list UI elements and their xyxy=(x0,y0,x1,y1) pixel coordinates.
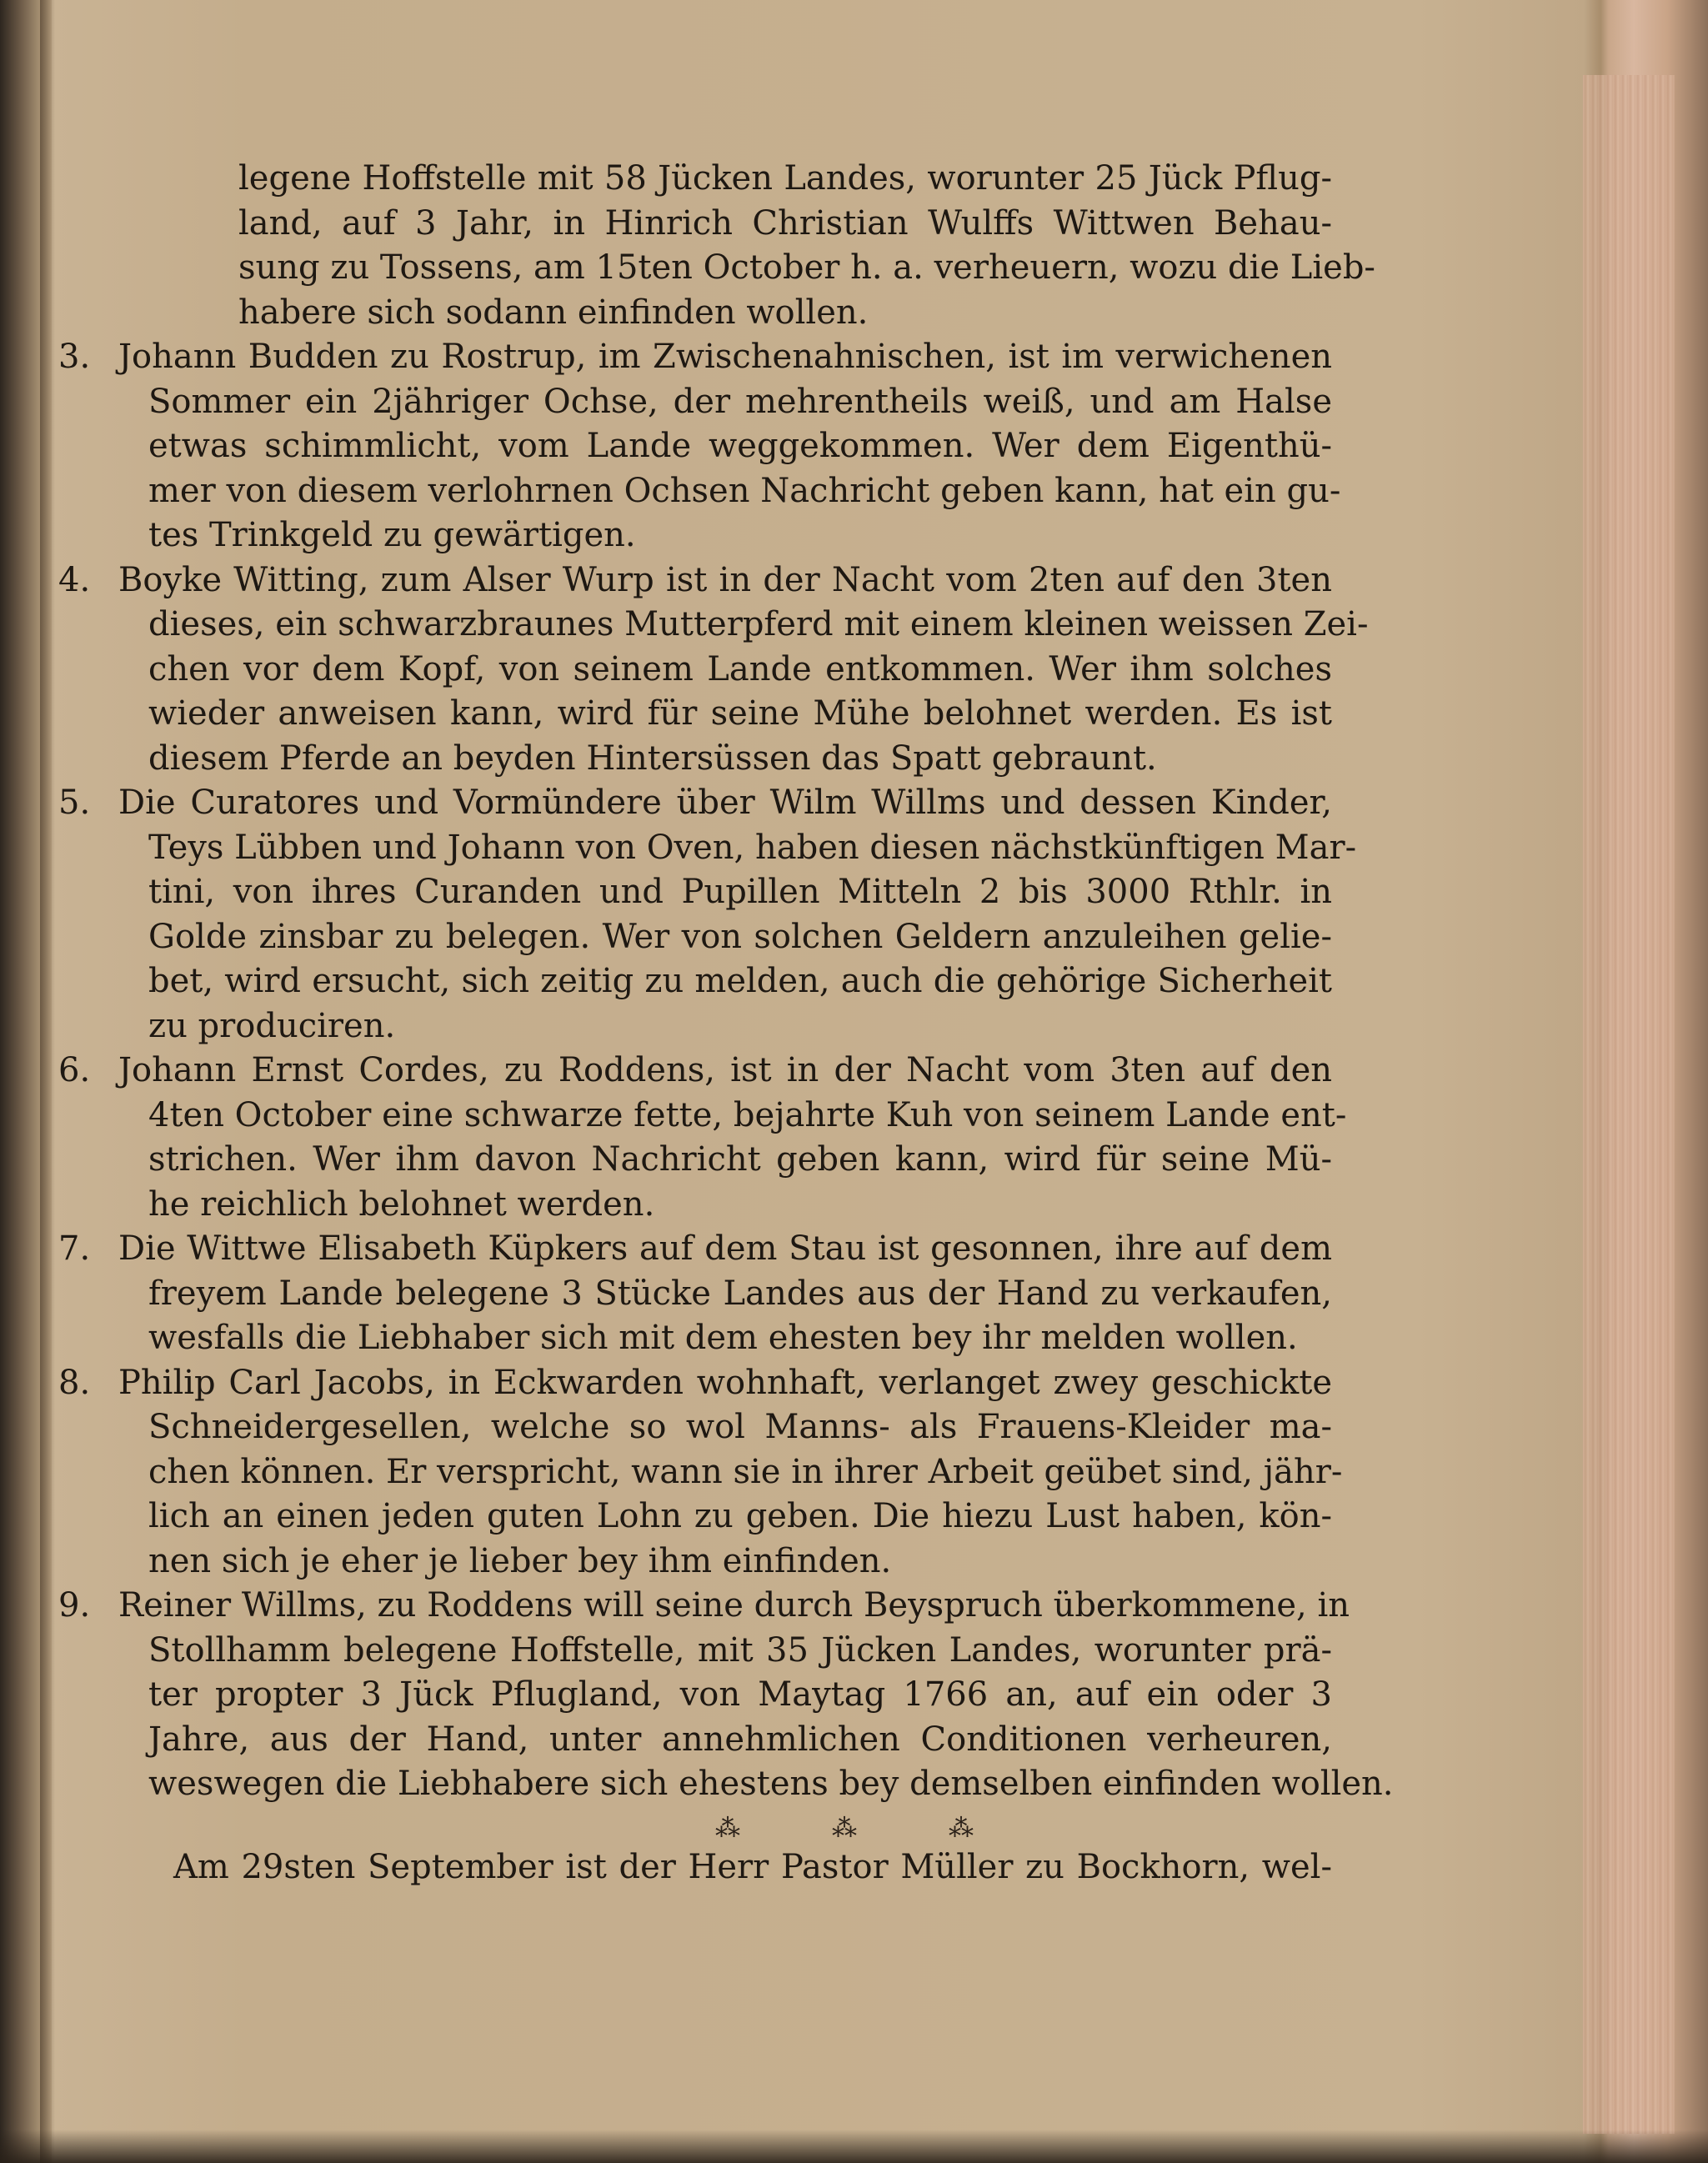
text-line: 4ten October eine schwarze fette, bejahrte Kuh von seinem Lande ent- xyxy=(148,1095,1347,1134)
asterism-ornament: ⁂ xyxy=(715,1813,740,1843)
text-line: Schneidergesellen, welche so wol Manns- als Frauens-Kleider ma- xyxy=(148,1408,1332,1446)
entry-number: 5. xyxy=(58,784,91,822)
entry-first-line: Boyke Witting, zum Alser Wurp ist in der Nacht vom 2ten auf den 3ten xyxy=(118,560,1332,599)
text-line: habere sich sodann einfinden wollen. xyxy=(238,293,869,332)
text-line: wieder anweisen kann, wird für seine Mühe belohnet werden. Es ist xyxy=(148,694,1332,733)
entry-first-line: Johann Budden zu Rostrup, im Zwischenahnischen, ist im verwichenen xyxy=(118,338,1332,376)
entry-number: 9. xyxy=(58,1586,91,1625)
text-line: chen vor dem Kopf, von seinem Lande entkommen. Wer ihm solches xyxy=(148,649,1332,688)
entry-item xyxy=(58,781,1357,1049)
continued-entry xyxy=(148,157,1375,335)
entry-number: 7. xyxy=(58,1229,91,1268)
entry-list xyxy=(58,335,1394,1807)
entry-item xyxy=(58,335,1341,558)
entry-item xyxy=(58,558,1369,782)
entry-first-line: Die Curatores und Vormündere über Wilm Willms und dessen Kinder, xyxy=(118,784,1332,822)
text-line: bet, wird ersucht, sich zeitig zu melden, auch die gehörige Sicherheit xyxy=(148,962,1332,1000)
bottom-shadow xyxy=(0,2130,1708,2163)
entry-number: 4. xyxy=(58,560,91,599)
book-gutter xyxy=(40,0,55,2163)
entry-item xyxy=(58,1227,1332,1361)
text-line: etwas schimmlicht, vom Lande weggekommen. Wer dem Eigenthü- xyxy=(148,427,1332,465)
asterism-ornament: ⁂ xyxy=(949,1813,974,1843)
text-line: Jahre, aus der Hand, unter annehmlichen Conditionen verheuren, xyxy=(148,1720,1332,1759)
text-line: Golde zinsbar zu belegen. Wer von solchen Geldern anzuleihen gelie- xyxy=(148,917,1332,956)
text-line: dieses, ein schwarzbraunes Mutterpferd mit einem kleinen weissen Zei- xyxy=(148,605,1369,643)
entry-number: 3. xyxy=(58,338,91,376)
text-line: legene Hoffstelle mit 58 Jücken Landes, worunter 25 Jück Pflug- xyxy=(238,159,1332,198)
text-line: he reichlich belohnet werden. xyxy=(148,1184,655,1224)
text-line: Stollhamm belegene Hoffstelle, mit 35 Jücken Landes, worunter prä- xyxy=(148,1630,1332,1670)
text-line: tini, von ihres Curanden und Pupillen Mitteln 2 bis 3000 Rthlr. in xyxy=(148,873,1332,911)
text-line: chen können. Er verspricht, wann sie in ihrer Arbeit geübet sind, jähr- xyxy=(148,1452,1343,1491)
entry-item xyxy=(58,1361,1343,1585)
text-line: land, auf 3 Jahr, in Hinrich Christian Wulffs Wittwen Behau- xyxy=(238,203,1332,243)
entry-item xyxy=(58,1049,1347,1227)
entry-item xyxy=(58,1584,1394,1807)
text-line: weswegen die Liebhabere sich ehestens bey demselben einfinden wollen. xyxy=(148,1765,1394,1803)
entry-first-line: Reiner Willms, zu Roddens will seine durch Beyspruch überkommene, in xyxy=(118,1586,1350,1625)
text-line: zu produciren. xyxy=(148,1006,396,1045)
text-line: Sommer ein 2jähriger Ochse, der mehrentheils weiß, und am Halse xyxy=(148,382,1332,421)
document-text xyxy=(58,157,1394,1890)
text-line: lich an einen jeden guten Lohn zu geben. Die hiezu Lust haben, kön- xyxy=(148,1497,1332,1535)
ornament-row xyxy=(148,1814,1332,1844)
asterism-ornament: ⁂ xyxy=(832,1813,857,1843)
entry-first-line: Johann Ernst Cordes, zu Roddens, ist in der Nacht vom 3ten auf den xyxy=(118,1051,1332,1089)
text-line: sung zu Tossens, am 15ten October h. a. verheuern, wozu die Lieb- xyxy=(238,248,1375,287)
closing-line: Am 29sten September ist der Herr Pastor Müller zu Bockhorn, wel- xyxy=(173,1847,1332,1886)
text-line: wesfalls die Liebhaber sich mit dem ehesten bey ihr melden wollen. xyxy=(148,1319,1298,1357)
text-line: tes Trinkgeld zu gewärtigen. xyxy=(148,516,636,554)
entry-number: 8. xyxy=(58,1363,91,1402)
text-line: Teys Lübben und Johann von Oven, haben diesen nächstkünftigen Mar- xyxy=(148,828,1357,867)
entry-number: 6. xyxy=(58,1051,91,1089)
entry-first-line: Philip Carl Jacobs, in Eckwarden wohnhaft, verlanget zwey geschickte xyxy=(118,1363,1332,1402)
text-line: ter propter 3 Jück Pflugland, von Maytag 1766 an, auf ein oder 3 xyxy=(148,1675,1332,1714)
text-line: mer von diesem verlohrnen Ochsen Nachricht geben kann, hat ein gu- xyxy=(148,471,1341,510)
page-stack-edge xyxy=(1583,75,1675,2134)
text-line: freyem Lande belegene 3 Stücke Landes aus der Hand zu verkaufen, xyxy=(148,1274,1332,1313)
entry-first-line: Die Wittwe Elisabeth Küpkers auf dem Stau ist gesonnen, ihre auf dem xyxy=(118,1229,1332,1268)
text-line: strichen. Wer ihm davon Nachricht geben kann, wird für seine Mü- xyxy=(148,1140,1332,1179)
text-line: nen sich je eher je lieber bey ihm einfinden. xyxy=(148,1541,892,1580)
text-line: diesem Pferde an beyden Hintersüssen das Spatt gebraunt. xyxy=(148,739,1157,778)
